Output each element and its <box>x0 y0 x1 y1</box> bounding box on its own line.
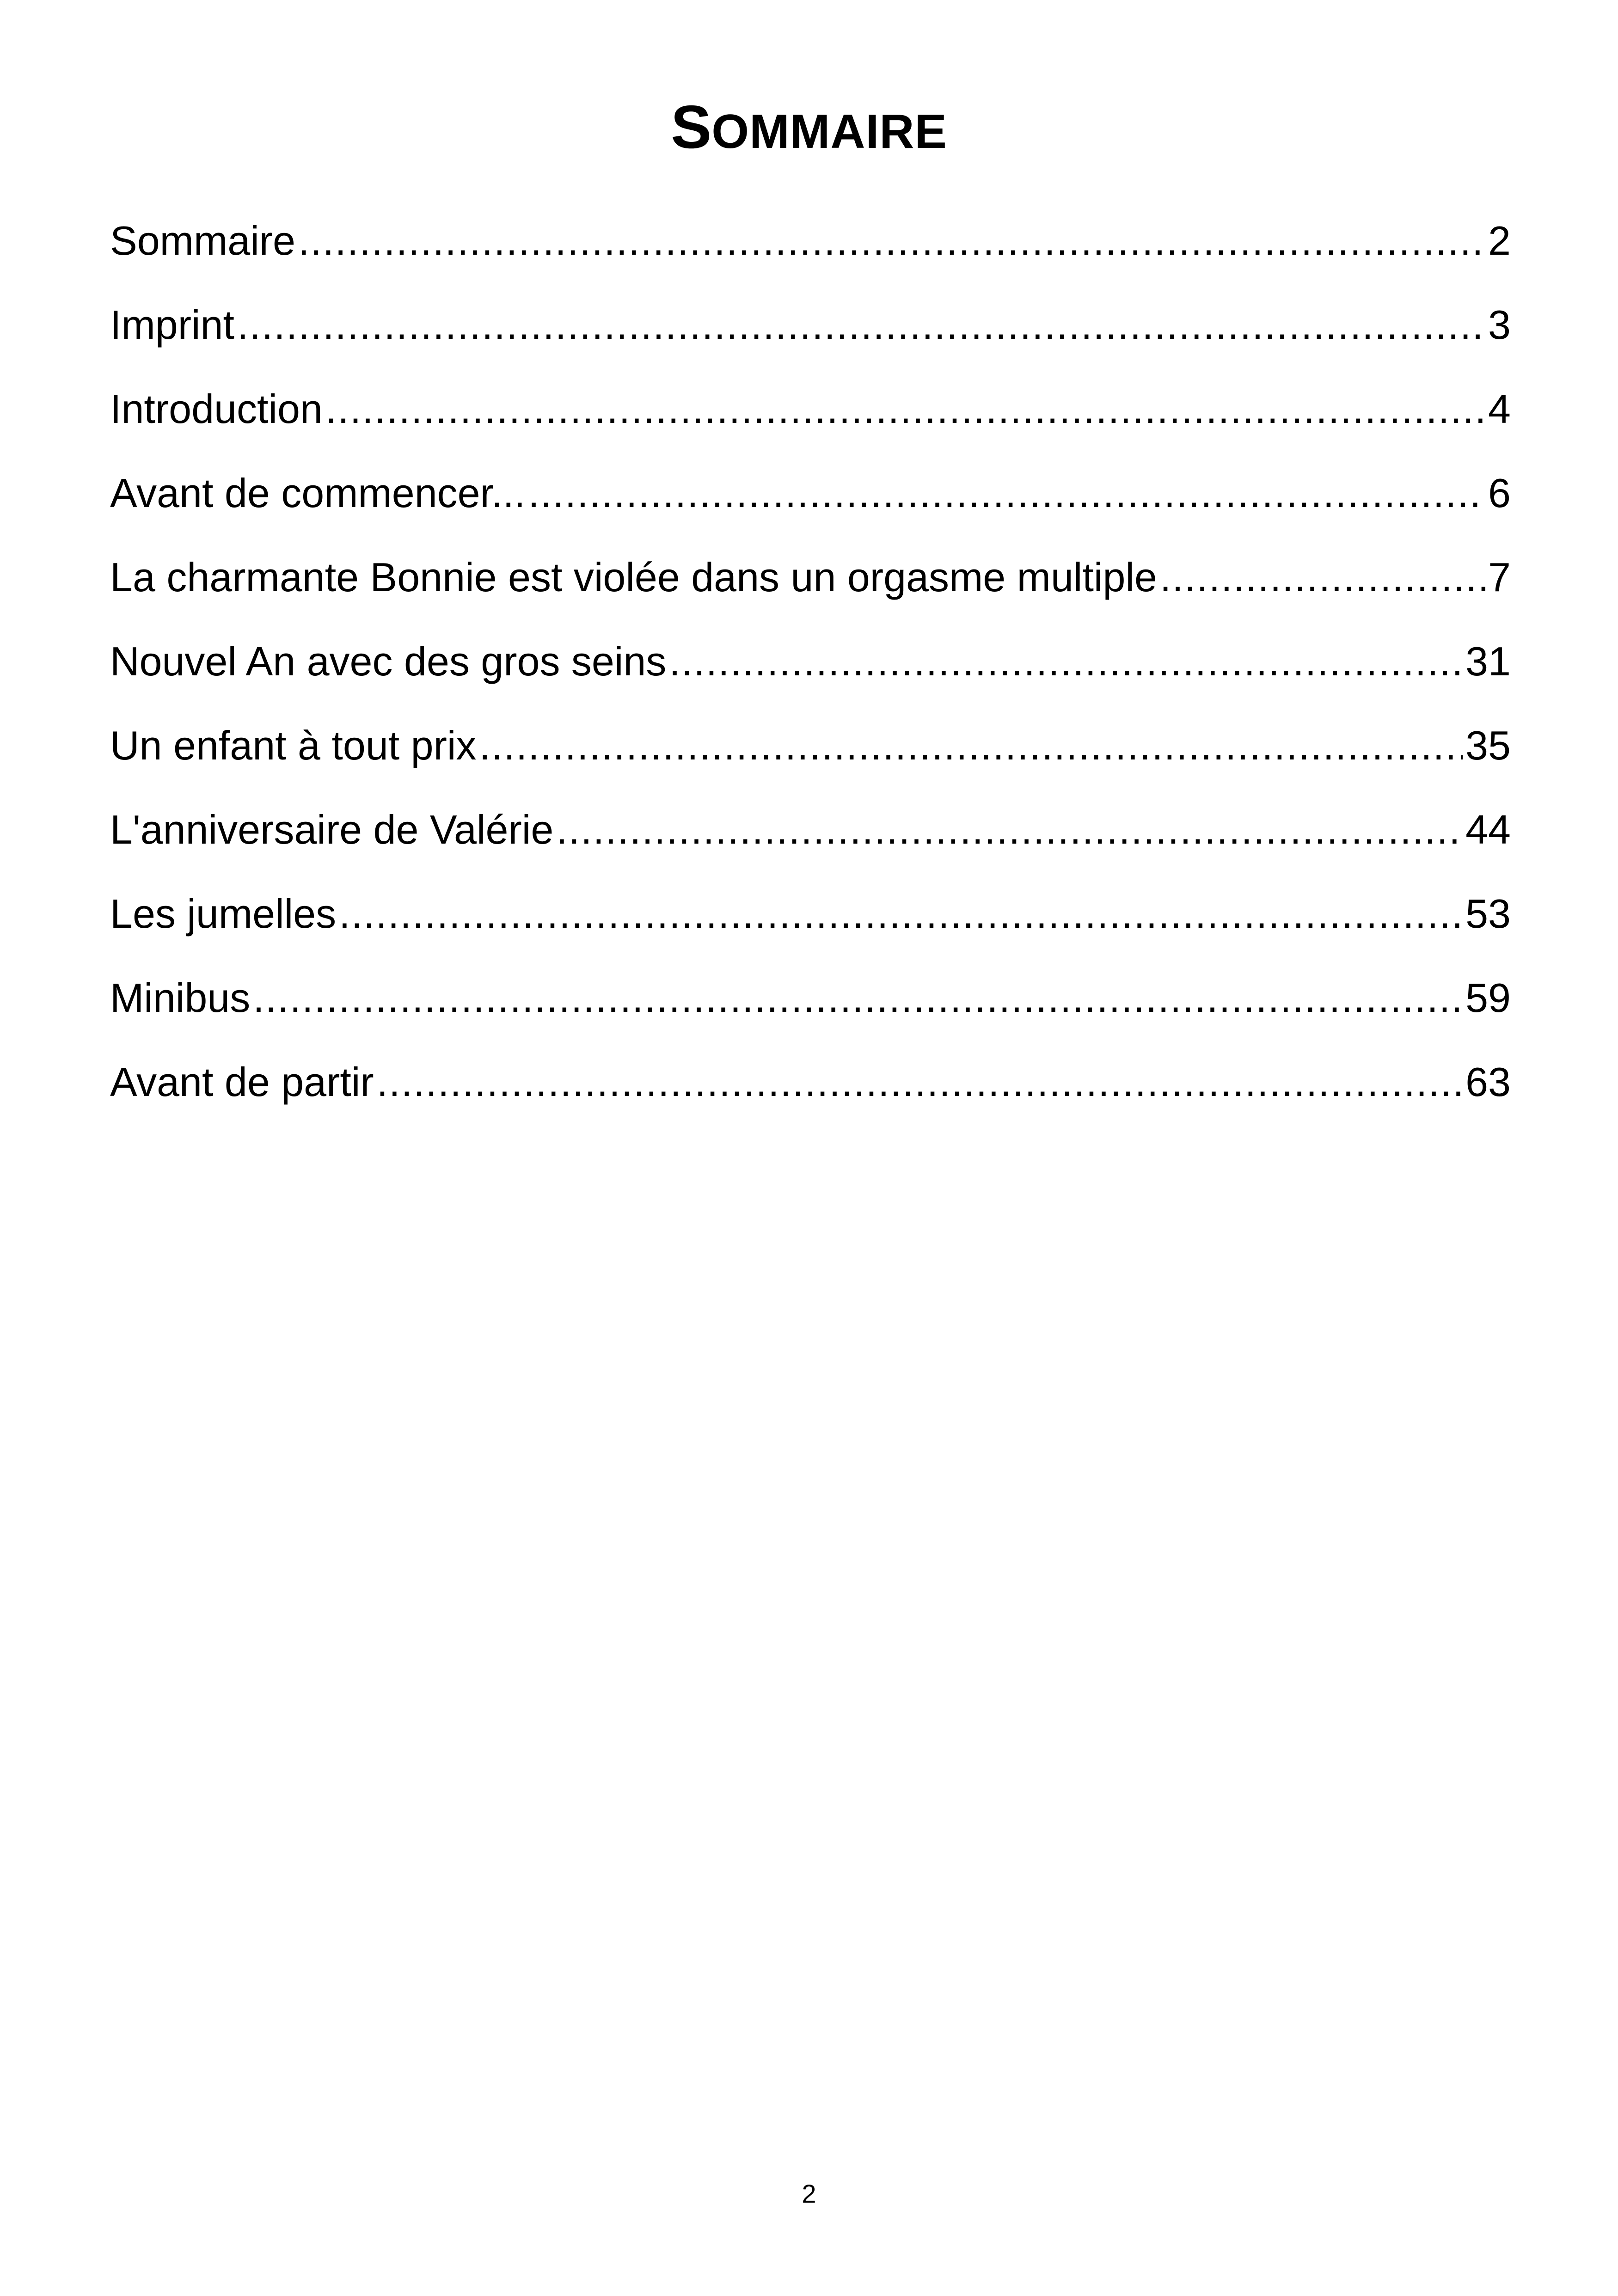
toc-entry-label: Imprint <box>110 302 234 348</box>
toc-entry-page: 35 <box>1465 722 1511 768</box>
toc-entry-page: 44 <box>1465 807 1511 852</box>
toc-entry-page: 59 <box>1465 975 1511 1021</box>
toc-entry[interactable] <box>110 451 1511 535</box>
toc-entry[interactable] <box>110 704 1511 788</box>
page-number: 2 <box>802 2179 816 2208</box>
toc-entry-label: L'anniversaire de Valérie <box>110 807 554 852</box>
table-of-contents <box>110 199 1511 1124</box>
toc-entry[interactable] <box>110 788 1511 872</box>
toc-entry-label: Avant de commencer... <box>110 470 526 516</box>
toc-entry-label: Nouvel An avec des gros seins <box>110 638 667 684</box>
dot-leader <box>253 956 1463 1040</box>
toc-entry-label: Les jumelles <box>110 891 337 937</box>
toc-entry[interactable] <box>110 199 1511 283</box>
toc-entry[interactable] <box>110 535 1511 619</box>
dot-leader <box>556 788 1463 872</box>
toc-entry-page: 4 <box>1488 386 1511 432</box>
toc-entry[interactable] <box>110 956 1511 1040</box>
toc-entry-label: Introduction <box>110 386 323 432</box>
dot-leader <box>528 451 1485 535</box>
toc-entry-label: La charmante Bonnie est violée dans un orgasme multiple <box>110 554 1157 600</box>
toc-entry-page: 31 <box>1465 638 1511 684</box>
toc-entry[interactable] <box>110 367 1511 451</box>
dot-leader <box>377 1040 1463 1124</box>
toc-entry-page: 6 <box>1488 470 1511 516</box>
title-initial: S <box>671 93 712 161</box>
toc-entry-label: Avant de partir <box>110 1059 374 1105</box>
toc-entry-label: Un enfant à tout prix <box>110 722 477 768</box>
toc-entry-page: 2 <box>1488 218 1511 263</box>
dot-leader <box>479 704 1463 788</box>
dot-leader <box>339 872 1463 956</box>
toc-entry-label: Minibus <box>110 975 251 1021</box>
toc-entry-label: Sommaire <box>110 218 295 263</box>
page-title <box>0 93 1618 161</box>
dot-leader <box>298 199 1485 283</box>
toc-entry[interactable] <box>110 619 1511 704</box>
dot-leader <box>669 619 1463 704</box>
dot-leader <box>325 367 1485 451</box>
dot-leader <box>1160 535 1485 619</box>
dot-leader <box>237 283 1485 367</box>
toc-entry[interactable] <box>110 283 1511 367</box>
title-rest: OMMAIRE <box>711 105 947 159</box>
toc-entry-page: 53 <box>1465 891 1511 937</box>
toc-entry[interactable] <box>110 1040 1511 1124</box>
toc-entry[interactable] <box>110 872 1511 956</box>
toc-entry-page: 63 <box>1465 1059 1511 1105</box>
toc-entry-page: 7 <box>1488 554 1511 600</box>
toc-entry-page: 3 <box>1488 302 1511 348</box>
